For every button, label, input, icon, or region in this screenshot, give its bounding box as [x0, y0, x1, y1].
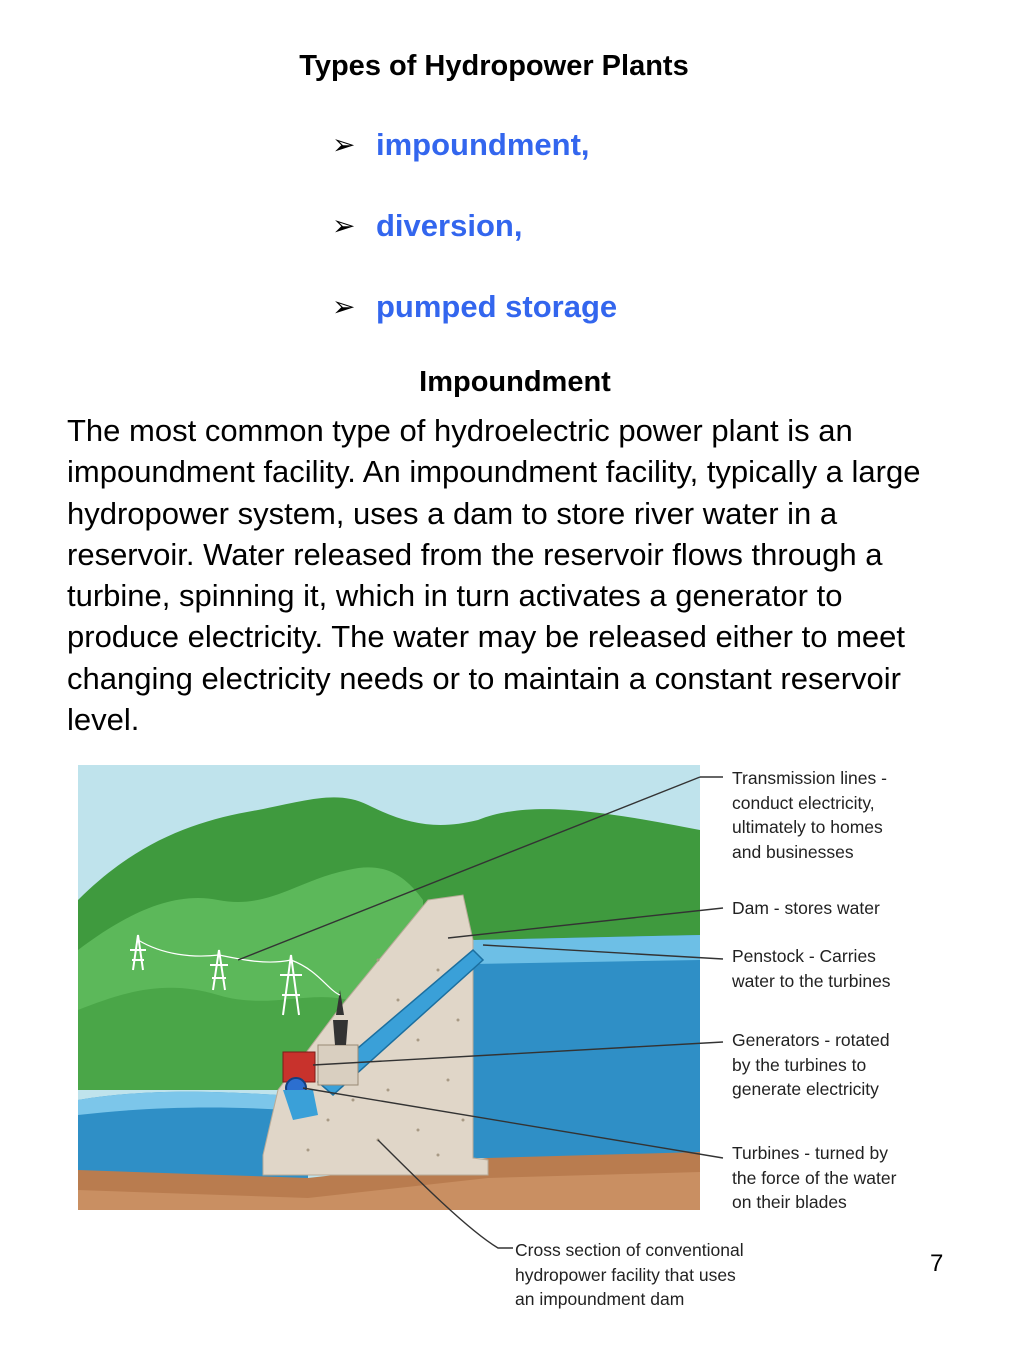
list-item-label: impoundment,	[376, 127, 590, 162]
list-item-label: diversion,	[376, 208, 523, 243]
list-item-label: pumped storage	[376, 289, 618, 324]
page-number: 7	[930, 1250, 944, 1277]
page-title: Types of Hydropower Plants	[299, 50, 689, 82]
callout-generators: Generators - rotated by the turbines to generate electricity	[732, 1030, 890, 1099]
list-item	[332, 124, 617, 205]
reservoir-surface	[473, 935, 700, 964]
list-item	[332, 205, 617, 286]
callout-transmission-lines: Transmission lines - conduct electricity, ultimately to homes and businesses	[732, 768, 887, 862]
body-paragraph: The most common type of hydroelectric power plant is an impoundment facility. An impoundment facility, typically a large hydropower system, uses a dam to store river water in a reservoir. Water released from the reservoir flows through a turbine, spinning it, which in turn activates a generator to produce electricity. The water may be released either to meet changing electricity needs or to maintain a constant reservoir level.	[67, 413, 921, 738]
section-heading: Impoundment	[419, 366, 611, 398]
list-item	[332, 286, 617, 367]
callout-dam: Dam - stores water	[732, 898, 880, 918]
callout-penstock: Penstock - Carries water to the turbines	[732, 946, 891, 991]
reservoir-water	[473, 935, 700, 1158]
callout-turbines: Turbines - turned by the force of the water on their blades	[732, 1143, 897, 1212]
dam-diagram	[78, 760, 940, 1320]
arrow-bullet-icon: ➢	[332, 210, 356, 241]
plant-type-list	[332, 124, 617, 367]
arrow-bullet-icon: ➢	[332, 291, 356, 322]
arrow-bullet-icon: ➢	[332, 129, 356, 160]
diagram-caption: Cross section of conventional hydropower facility that uses an impoundment dam	[515, 1240, 744, 1309]
